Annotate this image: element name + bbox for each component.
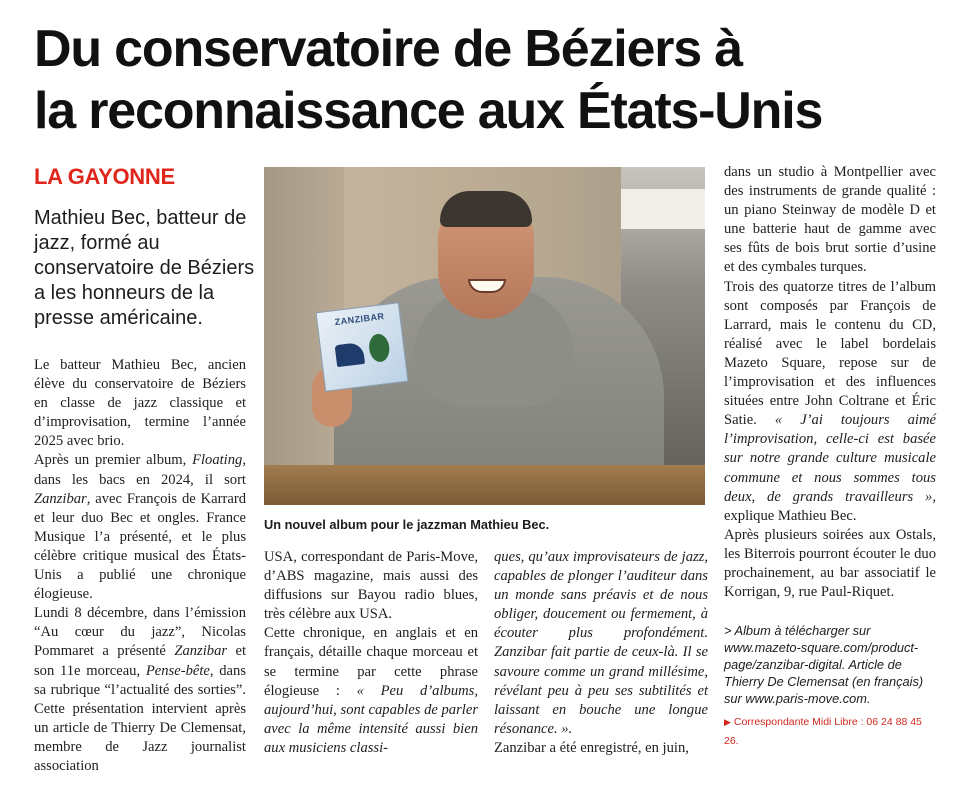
article-paragraph [34,451,246,604]
article-paragraph [724,278,936,526]
article-paragraph: USA, correspondant de Paris-Move, d’ABS magazine, mais aussi des diffusions sur Bayou radio blues, très célèbre aux USA. [264,549,478,623]
photo-table [264,465,705,505]
correspondent-line [724,713,936,751]
text-run: , dans sa rubrique “l’actualité des sorties”. Cette présentation intervient après un article de Thierry De Clemensat, membre de Jazz journalist association [34,662,246,774]
text-run: , avec François de Karrard et leur duo Bec et ongles. France Musique l’a présenté, et le plus célèbre critique musical des États-Unis a publié une chronique élogieuse. [34,490,246,603]
text-run: Après un premier album, [34,452,193,469]
text-run: , dans les bacs en 2024, il sort [34,452,246,488]
download-note: > Album à télécharger sur www.mazeto-square.com/product-page/zanzibar-digital. Article de Thierry De Clemensat (en français) sur www.paris-move.com. [724,623,924,707]
article-paragraph [34,604,246,776]
piano-icon [335,342,365,367]
cd-title: ZANZIBAR [334,311,386,328]
headline-line-1: Du conservatoire de Béziers à [34,20,742,78]
article-column-2 [264,548,478,758]
text-run: Cette chronique, en anglais et en français, détaille chaque morceau et se termine par cette phrase élogieuse : [264,625,478,699]
correspondent-text: Correspondante Midi Libre : 06 24 88 45 26. [724,716,922,748]
article-photo [264,167,705,505]
photo-caption: Un nouvel album pour le jazzman Mathieu Bec. [264,517,550,532]
article-paragraph [494,548,708,739]
album-title: Zanzibar [34,490,87,507]
musician-quote: « J’ai toujours aimé l’improvisation, celle-ci est basée sur notre grande culture musicale commune et nous sommes tous deux, de grands travailleurs » [724,412,936,505]
lead-paragraph: Mathieu Bec, batteur de jazz, formé au conservatoire de Béziers a les honneurs de la presse américaine. [34,207,255,329]
album-title: Zanzibar [174,643,228,660]
photo-person-hair [440,191,532,227]
article-paragraph: Le batteur Mathieu Bec, ancien élève du conservatoire de Béziers en classe de jazz classique et d’improvisation, termine l’année 2025 avec brio. [34,357,246,450]
text-run: Lundi 8 décembre, dans l’émission “Au cœur du jazz”, Nicolas Pommaret a présenté [34,605,246,660]
article-paragraph: Zanzibar a été enregistré, en juin, [494,739,689,756]
headline-line-2: la reconnaissance aux États-Unis [34,82,823,140]
location-kicker: LA GAYONNE [34,164,175,189]
track-title: Pense-bête [145,662,210,679]
photo-background-beam [621,189,705,229]
text-run: et son 11e morceau, [34,643,246,679]
article-column-3 [494,548,708,758]
review-quote: ques, qu’aux improvisateurs de jazz, capables de plonger l’auditeur dans un monde sans préavis et de nous obliger, doucement ou fermement, à écouter plus profondément. Zanzibar fait partie de ceux-là. Il se savoure comme un grand millésime, révélant peu à peu ses subtilités et laissant en bouche une longue résonance. ». [494,549,708,737]
article-paragraph: dans un studio à Montpellier avec des instruments de grande qualité : un piano Steinway de modèle D et une batterie haut de gamme avec ses fûts de bois brut sortie d’usine et des cymbales turques. [724,164,936,276]
album-title: Floating [192,452,243,469]
article-column-1 [34,356,246,776]
cd-cover [315,302,408,392]
article-paragraph: Après plusieurs soirées aux Ostals, les Biterrois pourront écouter le duo prochainement, au bar associatif le Korrigan, 9, rue Paul-Riquet. [724,526,936,601]
text-run: , explique Mathieu Bec. [724,488,936,524]
headline [34,18,934,142]
triangle-icon: ▶ [724,717,731,728]
article-paragraph [264,624,478,758]
text-run: Trois des quatorze titres de l’album sont composés par François de Larrard, mais le contenu du CD, réalisé avec le label bordelais Mazeto Square, repose sur de l’improvisation et des influences situées entre John Coltrane et Éric Satie. [724,278,936,429]
palm-tree-icon [368,333,391,363]
review-quote: « Peu d’albums, aujourd’hui, sont capables de parler avec la même intensité aussi bien aux musiciens classi- [264,682,478,756]
article-column-4 [724,163,936,751]
